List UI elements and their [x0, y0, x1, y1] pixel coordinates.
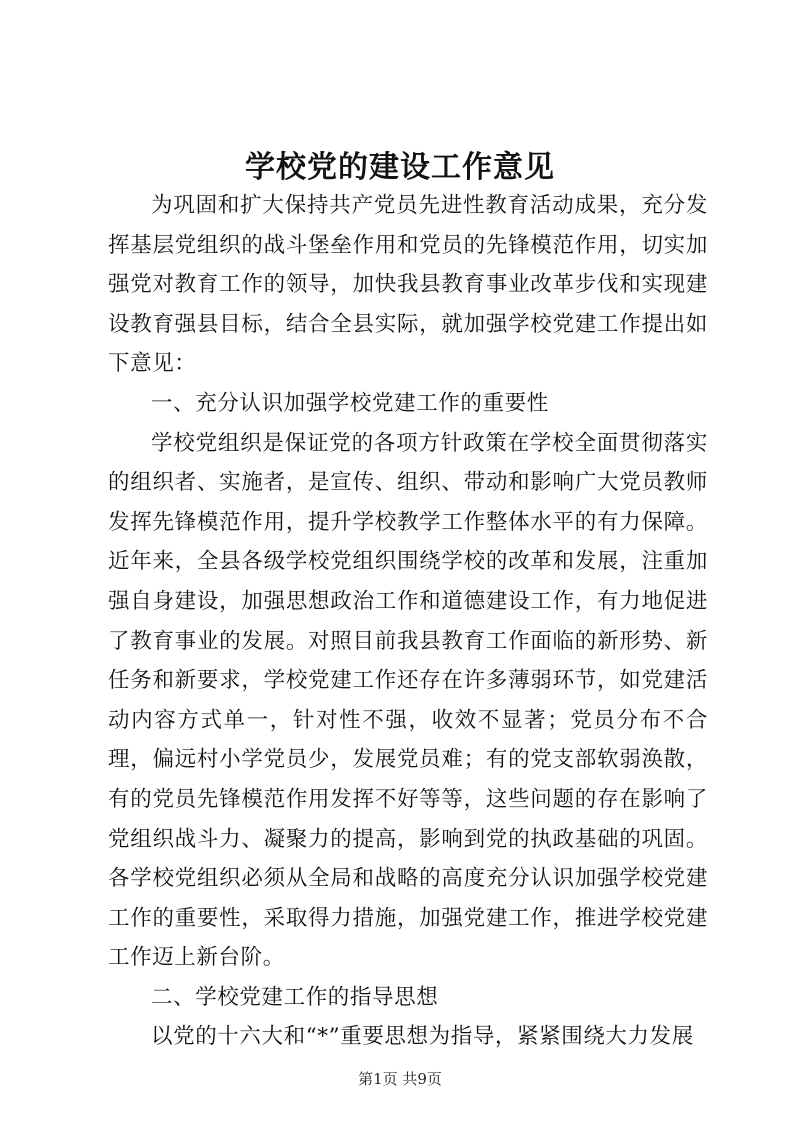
section-heading-1: 一、充分认识加强学校党建工作的重要性	[151, 390, 549, 416]
section-heading-2: 二、学校党建工作的指导思想	[151, 984, 439, 1010]
intro-paragraph: 为巩固和扩大保持共产党员先进性教育活动成果，充分发挥基层党组织的战斗堡垒作用和党员的先锋模范作用，切实加强党对教育工作的领导，加快我县教育事业改革步伐和实现建设教育强县目标，结合全县实际，就加强学校党建工作提出如下意见：	[108, 193, 708, 377]
section-paragraph-1: 学校党组织是保证党的各项方针政策在学校全面贯彻落实的组织者、实施者，是宣传、组织、带动和影响广大党员教师发挥先锋模范作用，提升学校教学工作整体水平的有力保障。近年来，全县各级学校党组织围绕学校的改革和发展，注重加强自身建设，加强思想政治工作和道德建设工作，有力地促进了教育事业的发展。对照目前我县教育工作面临的新形势、新任务和新要求，学校党建工作还存在许多薄弱环节，如党建活动内容方式单一，针对性不强，收效不显著；党员分布不合理，偏远村小学党员少，发展党员难；有的党支部软弱涣散，有的党员先锋模范作用发挥不好等等，这些问题的存在影响了党组织战斗力、凝聚力的提高，影响到党的执政基础的巩固。各学校党组织必须从全局和战略的高度充分认识加强学校党建工作的重要性，采取得力措施，加强党建工作，推进学校党建工作迈上新台阶。	[108, 430, 708, 971]
section-paragraph-2: 以党的十六大和“*”重要思想为指导，紧紧围绕大力发展	[151, 1024, 694, 1050]
page-number-footer: 第1页 共9页	[358, 1070, 442, 1088]
document-title: 学校党的建设工作意见	[245, 150, 555, 185]
document-body	[108, 186, 708, 1057]
